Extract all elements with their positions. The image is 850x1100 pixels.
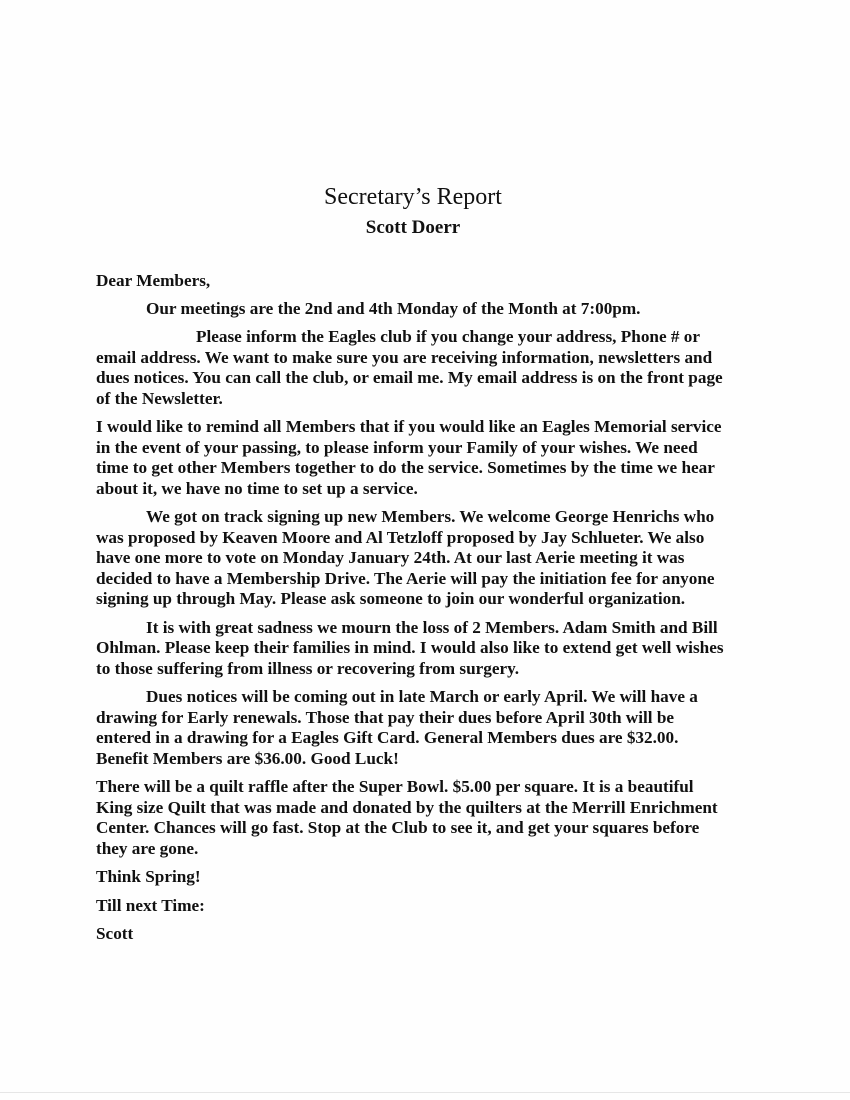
paragraph-meetings: Our meetings are the 2nd and 4th Monday of the Month at 7:00pm. [146,298,641,318]
letter-body [96,271,732,953]
paragraph-memorial-service: I would like to remind all Members that if you would like an Eagles Memorial service in the event of your passing, to please inform your Family of your wishes. We need time to get other Members together to do the service. Sometimes by the time we hear about it, we have no time to set up a service. [96,417,722,498]
paragraph-contact-info: Please inform the Eagles club if you change your address, Phone # or email address. We want to make sure you are receiving information, newsletters and dues notices. You can call the club, or email me. My email address is on the front page of the Newsletter. [96,327,723,408]
signature: Scott [96,924,134,943]
closing-line: Think Spring! [96,867,201,886]
paragraph-quilt-raffle: There will be a quilt raffle after the Super Bowl. $5.00 per square. It is a beautiful King size Quilt that was made and donated by the quilters at the Merrill Enrichment Center. Chances will go fast. Stop at the Club to see it, and get your squares before they are gone. [96,777,718,858]
paragraph-new-members: We got on track signing up new Members. We welcome George Henrichs who was proposed by Keaven Moore and Al Tetzloff proposed by Jay Schlueter. We also have one more to vote on Monday January 24th. At our last Aerie meeting it was decided to have a Membership Drive. The Aerie will pay the initiation fee for anyone signing up through May. Please ask someone to join our wonderful organization. [96,507,715,608]
paragraph-dues: Dues notices will be coming out in late March or early April. We will have a drawing for Early renewals. Those that pay their dues before April 30th will be entered in a drawing for a Eagles Gift Card. General Members dues are $32.00. Benefit Members are $36.00. Good Luck! [96,687,698,768]
greeting: Dear Members, [96,271,211,290]
scan-edge-line [0,1092,850,1093]
report-title: Secretary’s Report [324,184,502,210]
closing-line: Till next Time: [96,895,205,915]
paragraph-condolences: It is with great sadness we mourn the loss of 2 Members. Adam Smith and Bill Ohlman. Please keep their families in mind. I would also like to extend get well wishes to those suffering from illness or recovering from surgery. [96,617,724,678]
report-author: Scott Doerr [365,217,461,238]
